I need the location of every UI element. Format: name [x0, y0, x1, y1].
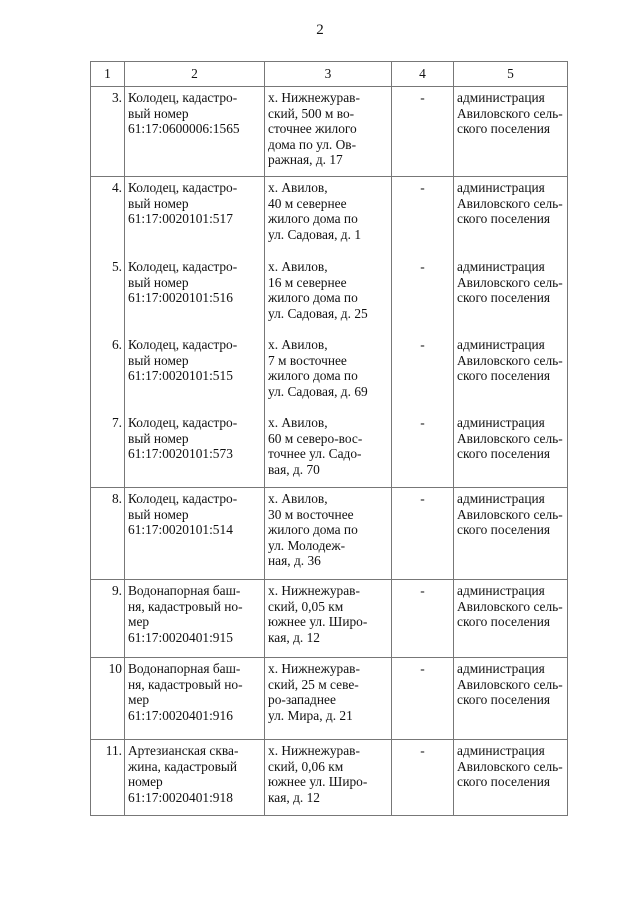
table-row	[91, 740, 568, 816]
row-number: 6.	[91, 334, 125, 412]
column-header-object: 2	[125, 62, 265, 87]
row-number: 3.	[91, 87, 125, 177]
column-header-encumbrance: 4	[392, 62, 454, 87]
encumbrance: -	[392, 256, 454, 334]
owner: администрация Авиловского сель- ского поселения	[454, 334, 568, 412]
owner: администрация Авиловского сель- ского поселения	[454, 488, 568, 580]
encumbrance: -	[392, 412, 454, 488]
table-row	[91, 177, 568, 257]
row-number: 4.	[91, 177, 125, 257]
encumbrance: -	[392, 177, 454, 257]
object-location: х. Авилов, 30 м восточнее жилого дома по ул. Молодеж- ная, д. 36	[265, 488, 392, 580]
encumbrance: -	[392, 87, 454, 177]
header-row	[91, 62, 568, 87]
object-location: х. Авилов, 40 м севернее жилого дома по ул. Садовая, д. 1	[265, 177, 392, 257]
page-number: 2	[316, 22, 324, 38]
row-number: 10	[91, 658, 125, 740]
object-name: Колодец, кадастро- вый номер 61:17:0600006:1565	[125, 87, 265, 177]
row-number: 8.	[91, 488, 125, 580]
owner: администрация Авиловского сель- ского поселения	[454, 740, 568, 816]
owner: администрация Авиловского сель- ского поселения	[454, 177, 568, 257]
owner: администрация Авиловского сель- ского поселения	[454, 658, 568, 740]
object-location: х. Авилов, 7 м восточнее жилого дома по ул. Садовая, д. 69	[265, 334, 392, 412]
row-number: 11.	[91, 740, 125, 816]
encumbrance: -	[392, 334, 454, 412]
object-name: Артезианская сква- жина, кадастровый номер 61:17:0020401:918	[125, 740, 265, 816]
table-row	[91, 658, 568, 740]
object-location: х. Нижнежурав- ский, 0,06 км южнее ул. Широ- кая, д. 12	[265, 740, 392, 816]
table-row	[91, 580, 568, 658]
table-row	[91, 334, 568, 412]
property-registry-table	[90, 61, 568, 816]
column-header-number: 1	[91, 62, 125, 87]
owner: администрация Авиловского сель- ского поселения	[454, 580, 568, 658]
row-number: 9.	[91, 580, 125, 658]
object-location: х. Нижнежурав- ский, 0,05 км южнее ул. Широ- кая, д. 12	[265, 580, 392, 658]
owner: администрация Авиловского сель- ского поселения	[454, 412, 568, 488]
encumbrance: -	[392, 488, 454, 580]
owner: администрация Авиловского сель- ского поселения	[454, 87, 568, 177]
object-name: Колодец, кадастро- вый номер 61:17:0020101:517	[125, 177, 265, 257]
table-row	[91, 256, 568, 334]
column-header-owner: 5	[454, 62, 568, 87]
object-name: Водонапорная баш- ня, кадастровый но- мер 61:17:0020401:916	[125, 658, 265, 740]
object-location: х. Нижнежурав- ский, 500 м во- сточнее жилого дома по ул. Ов- ражная, д. 17	[265, 87, 392, 177]
column-header-location: 3	[265, 62, 392, 87]
encumbrance: -	[392, 658, 454, 740]
object-name: Колодец, кадастро- вый номер 61:17:0020101:516	[125, 256, 265, 334]
object-name: Колодец, кадастро- вый номер 61:17:0020101:515	[125, 334, 265, 412]
object-location: х. Авилов, 60 м северо-вос- точнее ул. Садо- вая, д. 70	[265, 412, 392, 488]
table-row	[91, 412, 568, 488]
table-row	[91, 87, 568, 177]
object-location: х. Нижнежурав- ский, 25 м севе- ро-западнее ул. Мира, д. 21	[265, 658, 392, 740]
table-row	[91, 488, 568, 580]
object-name: Водонапорная баш- ня, кадастровый но- мер 61:17:0020401:915	[125, 580, 265, 658]
encumbrance: -	[392, 580, 454, 658]
row-number: 7.	[91, 412, 125, 488]
object-name: Колодец, кадастро- вый номер 61:17:0020101:573	[125, 412, 265, 488]
owner: администрация Авиловского сель- ского поселения	[454, 256, 568, 334]
row-number: 5.	[91, 256, 125, 334]
object-location: х. Авилов, 16 м севернее жилого дома по ул. Садовая, д. 25	[265, 256, 392, 334]
encumbrance: -	[392, 740, 454, 816]
object-name: Колодец, кадастро- вый номер 61:17:0020101:514	[125, 488, 265, 580]
